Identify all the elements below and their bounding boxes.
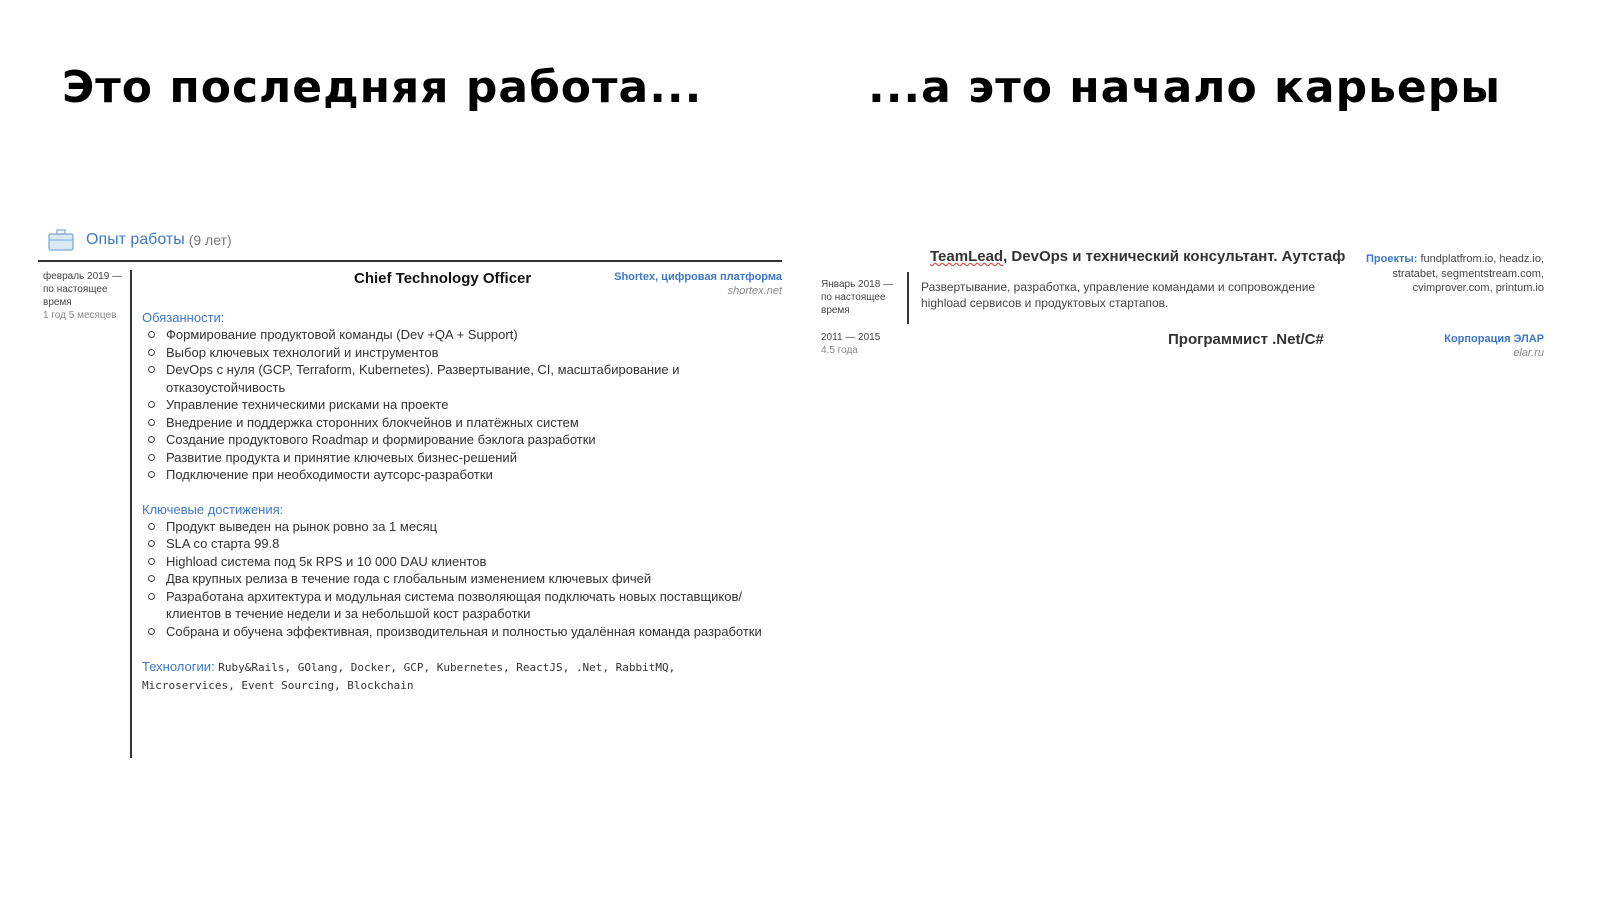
date-line: по настоящее — [43, 284, 108, 295]
projects-list: fundplatfrom.io, headz.io, stratabet, segmentstream.com, cvimprover.com, printum.io — [1392, 253, 1544, 294]
list-item: Создание продуктового Roadmap и формирование бэклога разработки — [142, 431, 762, 449]
company-name-link[interactable]: Shortex, цифровая платформа — [614, 271, 782, 283]
job2-dates — [821, 331, 880, 357]
job1-dates — [821, 278, 905, 317]
job-duration: 1 год 5 месяцев — [43, 310, 117, 321]
list-item: Подключение при необходимости аутсорс-разработки — [142, 466, 762, 484]
date-line: Январь 2018 — — [821, 279, 894, 290]
list-item: Два крупных релиза в течение года с глобальным изменением ключевых фичей — [142, 570, 762, 588]
list-item: Формирование продуктовой команды (Dev +QA + Support) — [142, 326, 762, 344]
company2-url: elar.ru — [1513, 347, 1544, 359]
date-line: время — [43, 297, 72, 308]
technologies-label: Технологии: — [142, 659, 215, 674]
date-line: по настоящее — [821, 292, 886, 303]
list-item: Собрана и обучена эффективная, производительная и полностью удалённая команда разработки — [142, 623, 762, 641]
date-line: время — [821, 305, 850, 316]
list-item: Highload система под 5к RPS и 10 000 DAU клиентов — [142, 553, 762, 571]
projects-info — [1334, 252, 1544, 296]
job-dates — [43, 270, 127, 322]
timeline-line — [130, 270, 132, 758]
experience-title: Опыт работы — [86, 231, 185, 248]
experience-header — [48, 226, 232, 254]
list-item: Развитие продукта и принятие ключевых бизнес-решений — [142, 449, 762, 467]
list-item: Управление техническими рисками на проекте — [142, 396, 762, 414]
timeline-line — [907, 272, 909, 324]
list-item: Выбор ключевых технологий и инструментов — [142, 344, 762, 362]
duties-title: Обязанности: — [142, 310, 225, 325]
headline-left: Это последняя работа... — [62, 62, 703, 113]
company2-info — [1444, 332, 1544, 360]
headline-right: ...а это начало карьеры — [868, 62, 1502, 113]
list-item: Внедрение и поддержка сторонних блокчейнов и платёжных систем — [142, 414, 762, 432]
job1-title-rest: , DevOps и технический консультант. Аутстаф — [1003, 248, 1346, 265]
projects-label: Проекты: — [1366, 253, 1418, 265]
job-details — [142, 310, 762, 694]
resume-career-start-panel — [818, 244, 1544, 374]
company2-name-link[interactable]: Корпорация ЭЛАР — [1444, 333, 1544, 345]
header-divider — [38, 260, 782, 262]
briefcase-icon — [48, 229, 74, 251]
job2-title: Программист .Net/C# — [1168, 331, 1324, 348]
duties-list — [142, 326, 762, 484]
achievements-title: Ключевые достижения: — [142, 501, 284, 517]
technologies — [142, 658, 762, 694]
job-title: Chief Technology Officer — [354, 270, 532, 287]
experience-years: (9 лет) — [188, 232, 232, 248]
list-item: SLA со старта 99.8 — [142, 535, 762, 553]
list-item: Продукт выведен на рынок ровно за 1 месяц — [142, 518, 762, 536]
job1-description: Развертывание, разработка, управление командами и сопровождение highload сервисов и продуктовых стартапов. — [921, 280, 1316, 310]
job1-title-teamlead: TeamLead — [930, 248, 1004, 265]
resume-last-job-panel — [38, 226, 782, 786]
company-url: shortex.net — [727, 285, 782, 297]
list-item: Разработана архитектура и модульная система позволяющая подключать новых поставщиков/клиентов в течение недели и за небольшой кост разработки — [142, 588, 762, 623]
achievements-list — [142, 518, 762, 641]
company-info — [614, 270, 782, 298]
job1-title — [930, 248, 1345, 265]
date-line: февраль 2019 — — [43, 271, 123, 282]
list-item: DevOps с нуля (GCP, Terraform, Kubernetes). Развертывание, CI, масштабирование и отказоустойчивость — [142, 361, 762, 396]
date-line: 2011 — 2015 — [821, 332, 881, 343]
job2-duration: 4.5 года — [821, 345, 858, 356]
technologies-list: Ruby&Rails, GOlang, Docker, GCP, Kubernetes, ReactJS, .Net, RabbitMQ, Microservices, Event Sourcing, Blockchain — [142, 661, 676, 692]
